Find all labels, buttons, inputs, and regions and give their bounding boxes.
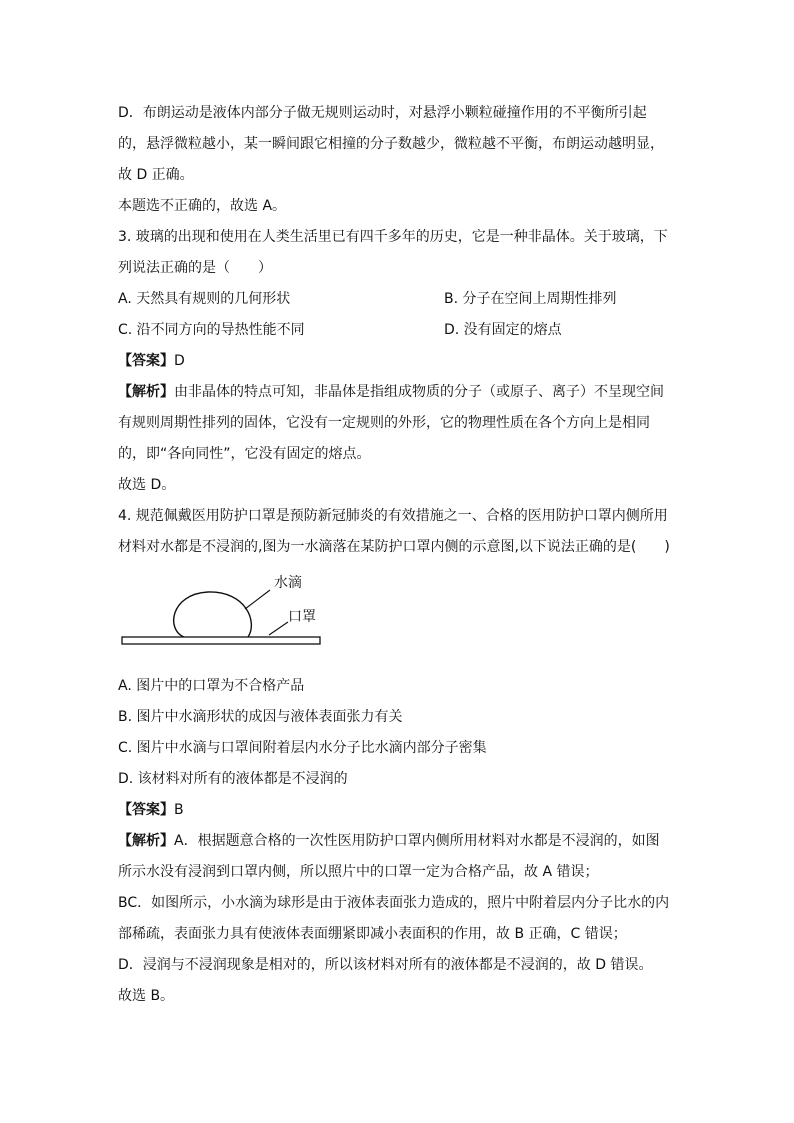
- water-drop-figure: [118, 572, 328, 656]
- q3-analysis-line2: 有规则周期性排列的固体，它没有一定规则的外形，它的物理性质在各个方向上是相同: [118, 415, 650, 431]
- prev-solution-d-line2: 的，悬浮微粒越小，某一瞬间跟它相撞的分子数越少，微粒越不平衡，布朗运动越明显，: [118, 136, 664, 152]
- mask-label: 口罩: [288, 609, 316, 625]
- q3-stem-line2: 列说法正确的是（ ）: [118, 260, 272, 276]
- q4-analysis-line5: D．浸润与不浸润现象是相对的，所以该材料对所有的液体都是不浸润的，故 D 错误。: [118, 957, 653, 973]
- q3-analysis-line1: [118, 382, 664, 402]
- q3-analysis-line3: 的，即“各向同性”，它没有固定的熔点。: [118, 446, 371, 462]
- q4-analysis-line3: BC．如图所示，小水滴为球形是由于液体表面张力造成的，照片中附着层内分子比水的内: [118, 895, 670, 911]
- q4-conclusion: 故选 B。: [118, 988, 175, 1004]
- water-label-leader: [245, 590, 270, 609]
- q4-answer-value: B: [174, 802, 184, 818]
- water-drop-label: 水滴: [274, 575, 302, 591]
- q4-option-a: A. 图片中的口罩为不合格产品: [118, 678, 305, 694]
- mask-label-leader: [269, 622, 288, 635]
- prev-solution-conclusion: 本题选不正确的，故选 A。: [118, 198, 287, 214]
- prev-solution-d-line1: D．布朗运动是液体内部分子做无规则运动时，对悬浮小颗粒碰撞作用的不平衡所引起: [118, 105, 647, 121]
- q4-answer: [118, 800, 184, 820]
- q3-answer-label: 【答案】: [118, 353, 174, 369]
- q4-analysis-line2: 所示水没有浸润到口罩内侧，所以照片中的口罩一定为合格产品，故 A 错误；: [118, 864, 599, 880]
- q3-stem-line1: 3. 玻璃的出现和使用在人类生活里已有四千多年的历史，它是一种非晶体。关于玻璃，下: [118, 229, 668, 245]
- q4-answer-label: 【答案】: [118, 802, 174, 818]
- q3-answer: [118, 351, 185, 371]
- q3-option-b: B. 分子在空间上周期性排列: [444, 291, 617, 307]
- q3-option-a: A. 天然具有规则的几何形状: [118, 291, 291, 307]
- q4-stem-line2: 材料对水都是不浸润的,图为一水滴落在某防护口罩内侧的示意图,以下说法正确的是( ): [118, 539, 670, 555]
- water-drop-shape: [174, 592, 252, 637]
- q4-option-b: B. 图片中水滴形状的成因与液体表面张力有关: [118, 709, 403, 725]
- q4-analysis-line4: 部稀疏，表面张力具有使液体表面绷紧即减小表面积的作用，故 B 正确，C 错误；: [118, 926, 627, 942]
- q4-analysis-line1: [118, 831, 660, 851]
- q3-answer-value: D: [174, 353, 185, 369]
- q4-analysis-label: 【解析】: [118, 833, 174, 849]
- q3-analysis-text: 由非晶体的特点可知，非晶体是指组成物质的分子（或原子、离子）不呈现空间: [174, 384, 664, 400]
- prev-solution-d-line3: 故 D 正确。: [118, 167, 194, 183]
- q3-analysis-label: 【解析】: [118, 384, 174, 400]
- q3-conclusion: 故选 D。: [118, 477, 176, 493]
- q4-option-d: D. 该材料对所有的液体都是不浸润的: [118, 771, 348, 787]
- q3-option-c: C. 沿不同方向的导热性能不同: [118, 322, 305, 338]
- q4-stem-line1: 4. 规范佩戴医用防护口罩是预防新冠肺炎的有效措施之一、合格的医用防护口罩内侧所用: [118, 508, 668, 524]
- mask-surface: [122, 637, 320, 644]
- q3-option-d: D. 没有固定的熔点: [444, 322, 562, 338]
- q4-option-c: C. 图片中水滴与口罩间附着层内水分子比水滴内部分子密集: [118, 740, 487, 756]
- q4-analysis-text: A．根据题意合格的一次性医用防护口罩内侧所用材料对水都是不浸润的，如图: [174, 833, 660, 849]
